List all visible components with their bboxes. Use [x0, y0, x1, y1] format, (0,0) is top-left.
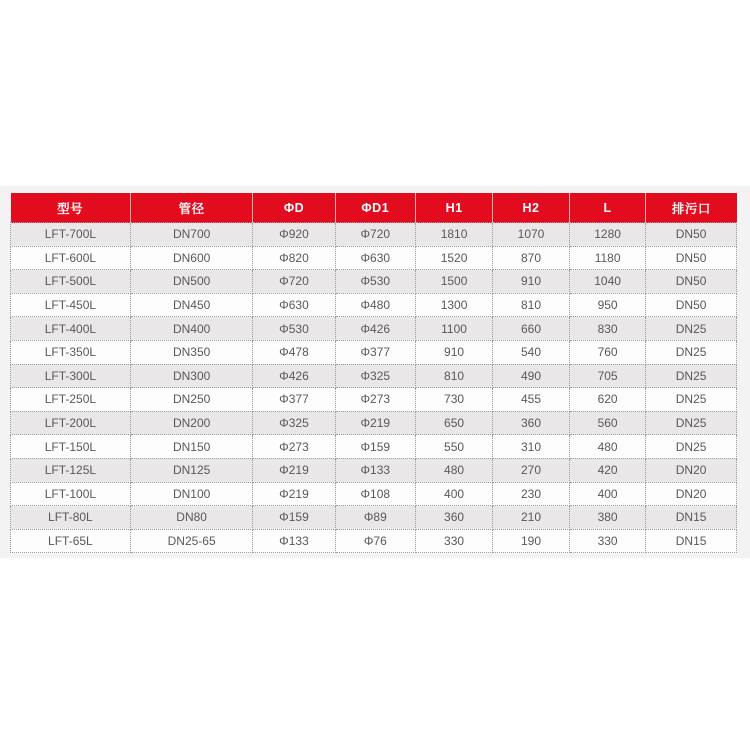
table-cell: 1180 [569, 246, 645, 270]
table-cell: 910 [493, 270, 570, 294]
table-cell: 270 [493, 458, 570, 482]
table-cell: Φ273 [253, 435, 335, 459]
table-cell: LFT-125L [11, 458, 131, 482]
table-cell: DN80 [130, 506, 253, 530]
header-cell: 型号 [11, 193, 131, 223]
header-cell: ΦD1 [335, 193, 416, 223]
table-cell: LFT-250L [11, 388, 131, 412]
table-cell: Φ377 [253, 388, 335, 412]
table-cell: 330 [416, 529, 493, 553]
table-cell: Φ377 [335, 340, 416, 364]
header-cell: H1 [416, 193, 493, 223]
table-cell: LFT-150L [11, 435, 131, 459]
table-cell: LFT-200L [11, 411, 131, 435]
table-cell: 950 [569, 293, 645, 317]
table-cell: Φ478 [253, 340, 335, 364]
table-cell: DN400 [130, 317, 253, 341]
table-cell: DN15 [646, 529, 737, 553]
table-cell: DN20 [646, 482, 737, 506]
header-row [11, 193, 737, 223]
table-cell: LFT-300L [11, 364, 131, 388]
table-row [11, 529, 737, 553]
table-cell: Φ630 [335, 246, 416, 270]
table-cell: Φ133 [253, 529, 335, 553]
table-header [11, 193, 737, 223]
table-cell: 420 [569, 458, 645, 482]
table-cell: 1100 [416, 317, 493, 341]
table-cell: LFT-700L [11, 223, 131, 247]
header-cell: 排污口 [646, 193, 737, 223]
table-cell: 310 [493, 435, 570, 459]
table-cell: 620 [569, 388, 645, 412]
table-cell: 480 [569, 435, 645, 459]
table-row [11, 364, 737, 388]
header-cell: H2 [493, 193, 570, 223]
table-cell: Φ426 [253, 364, 335, 388]
table-cell: Φ108 [335, 482, 416, 506]
table-cell: DN100 [130, 482, 253, 506]
header-cell: 管径 [130, 193, 253, 223]
table-cell: 810 [416, 364, 493, 388]
table-cell: 730 [416, 388, 493, 412]
table-cell: 1280 [569, 223, 645, 247]
table-cell: DN25 [646, 411, 737, 435]
table-cell: DN450 [130, 293, 253, 317]
table-cell: DN15 [646, 506, 737, 530]
table-row [11, 482, 737, 506]
table-cell: Φ89 [335, 506, 416, 530]
table-row [11, 293, 737, 317]
table-cell: Φ530 [253, 317, 335, 341]
header-cell: L [569, 193, 645, 223]
table-cell: LFT-80L [11, 506, 131, 530]
table-cell: LFT-400L [11, 317, 131, 341]
table-cell: Φ325 [253, 411, 335, 435]
table-cell: 560 [569, 411, 645, 435]
table-row [11, 317, 737, 341]
table-cell: Φ219 [335, 411, 416, 435]
table-cell: DN20 [646, 458, 737, 482]
table-cell: Φ920 [253, 223, 335, 247]
table-row [11, 411, 737, 435]
table-cell: Φ720 [253, 270, 335, 294]
header-cell: ΦD [253, 193, 335, 223]
table-row [11, 435, 737, 459]
table-cell: 760 [569, 340, 645, 364]
table-cell: 660 [493, 317, 570, 341]
table-cell: Φ426 [335, 317, 416, 341]
table-cell: 360 [416, 506, 493, 530]
table-cell: DN25 [646, 388, 737, 412]
table-row [11, 506, 737, 530]
table-cell: 540 [493, 340, 570, 364]
table-cell: Φ219 [253, 482, 335, 506]
table-cell: DN50 [646, 246, 737, 270]
table-cell: Φ530 [335, 270, 416, 294]
spec-table [10, 193, 737, 553]
table-cell: DN50 [646, 223, 737, 247]
table-row [11, 458, 737, 482]
table-cell: 1500 [416, 270, 493, 294]
table-cell: DN25-65 [130, 529, 253, 553]
table-cell: 400 [416, 482, 493, 506]
table-cell: 910 [416, 340, 493, 364]
table-cell: DN300 [130, 364, 253, 388]
table-cell: 210 [493, 506, 570, 530]
table-cell: LFT-450L [11, 293, 131, 317]
table-cell: 1810 [416, 223, 493, 247]
table-cell: Φ159 [335, 435, 416, 459]
table-cell: 230 [493, 482, 570, 506]
table-cell: 705 [569, 364, 645, 388]
table-cell: Φ76 [335, 529, 416, 553]
table-cell: 380 [569, 506, 645, 530]
table-row [11, 246, 737, 270]
table-cell: DN200 [130, 411, 253, 435]
table-cell: Φ820 [253, 246, 335, 270]
table-cell: Φ720 [335, 223, 416, 247]
table-cell: 1300 [416, 293, 493, 317]
table-cell: 830 [569, 317, 645, 341]
table-cell: 1520 [416, 246, 493, 270]
table-cell: 650 [416, 411, 493, 435]
table-cell: Φ133 [335, 458, 416, 482]
table-cell: 360 [493, 411, 570, 435]
table-row [11, 223, 737, 247]
table-cell: DN600 [130, 246, 253, 270]
table-cell: 1040 [569, 270, 645, 294]
table-cell: 810 [493, 293, 570, 317]
table-cell: LFT-350L [11, 340, 131, 364]
table-cell: LFT-600L [11, 246, 131, 270]
table-row [11, 340, 737, 364]
table-cell: 870 [493, 246, 570, 270]
table-cell: LFT-65L [11, 529, 131, 553]
table-cell: DN125 [130, 458, 253, 482]
table-cell: DN25 [646, 435, 737, 459]
table-cell: 1070 [493, 223, 570, 247]
table-cell: DN250 [130, 388, 253, 412]
table-cell: DN50 [646, 293, 737, 317]
table-row [11, 270, 737, 294]
table-cell: Φ159 [253, 506, 335, 530]
table-cell: Φ480 [335, 293, 416, 317]
table-cell: DN500 [130, 270, 253, 294]
table-cell: DN25 [646, 364, 737, 388]
table-cell: DN700 [130, 223, 253, 247]
table-cell: DN25 [646, 340, 737, 364]
table-cell: 550 [416, 435, 493, 459]
table-body [11, 223, 737, 553]
table-row [11, 388, 737, 412]
table-cell: Φ219 [253, 458, 335, 482]
table-cell: DN350 [130, 340, 253, 364]
table-cell: Φ325 [335, 364, 416, 388]
table-cell: 490 [493, 364, 570, 388]
table-cell: 330 [569, 529, 645, 553]
table-cell: Φ273 [335, 388, 416, 412]
table-cell: DN50 [646, 270, 737, 294]
table-cell: 400 [569, 482, 645, 506]
table-cell: 480 [416, 458, 493, 482]
table-cell: LFT-100L [11, 482, 131, 506]
table-cell: DN150 [130, 435, 253, 459]
table-cell: Φ630 [253, 293, 335, 317]
table-cell: DN25 [646, 317, 737, 341]
table-cell: 455 [493, 388, 570, 412]
table-cell: 190 [493, 529, 570, 553]
table-cell: LFT-500L [11, 270, 131, 294]
